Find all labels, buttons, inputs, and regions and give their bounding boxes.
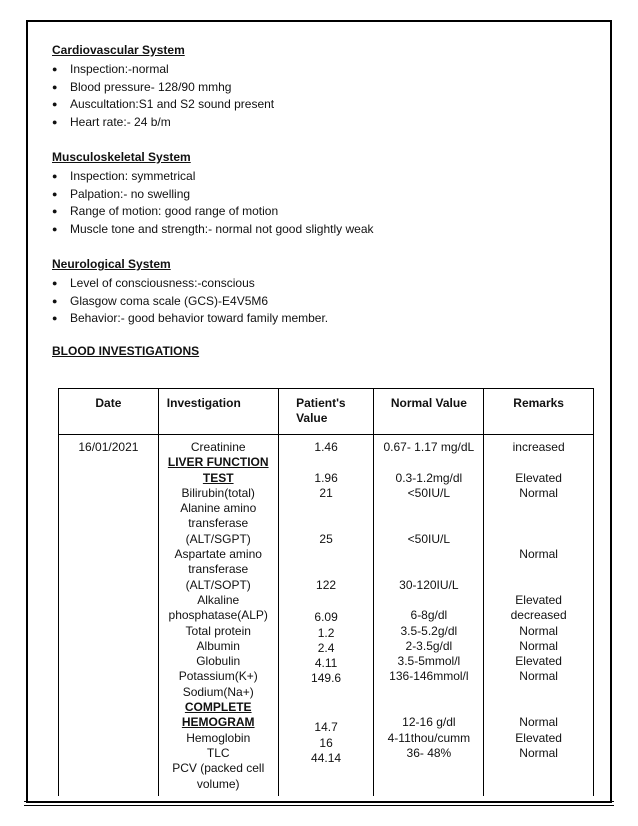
section-title: Musculoskeletal System xyxy=(52,150,191,164)
date-cell: 16/01/2021 xyxy=(59,435,159,797)
list-item: ● Palpation:- no swelling xyxy=(52,186,602,204)
list-item: ● Behavior:- good behavior toward family member. xyxy=(52,310,602,328)
header-normal-value: Normal Value xyxy=(374,389,484,435)
list-item: ● Muscle tone and strength:- normal not good slightly weak xyxy=(52,221,602,239)
list-item: ● Range of motion: good range of motion xyxy=(52,203,602,221)
section-musculoskeletal xyxy=(52,149,602,238)
table-row xyxy=(59,435,594,797)
patient-value-cell: 1.46 1.96 21 25 122 6.09 1.2 2.4 4.11 149.6 14.7 16 44.14 xyxy=(278,435,374,797)
investigation-cell: Creatinine LIVER FUNCTION TEST Bilirubin(total) Alanine amino transferase (ALT/SGPT) Aspartate amino transferase (ALT/SOPT) Alkaline phosphatase(ALP) Total protein Albumin Globulin Potassium(K+) Sodium(Na+) COMPLETE HEMOGRAM Hemoglobin TLC PCV (packed cell volume) xyxy=(158,435,278,797)
section-neurological xyxy=(52,256,602,328)
header-remarks: Remarks xyxy=(484,389,594,435)
header-date: Date xyxy=(59,389,159,435)
list-item: ● Blood pressure- 128/90 mmhg xyxy=(52,79,602,97)
list-item: ● Level of consciousness:-conscious xyxy=(52,275,602,293)
list-item: ● Auscultation:S1 and S2 sound present xyxy=(52,96,602,114)
list-item: ● Glasgow coma scale (GCS)-E4V5M6 xyxy=(52,293,602,311)
remarks-cell: increased Elevated Normal Normal Elevated decreased Normal Normal Elevated Normal Normal Elevated Normal xyxy=(484,435,594,797)
header-patient-value: Patient's Value xyxy=(278,389,374,435)
section-title: Cardiovascular System xyxy=(52,43,185,57)
list-item: ● Inspection:-normal xyxy=(52,61,602,79)
list-item: ● Inspection: symmetrical xyxy=(52,168,602,186)
header-investigation: Investigation xyxy=(158,389,278,435)
section-title: Neurological System xyxy=(52,257,171,271)
blood-investigation-table xyxy=(58,388,594,796)
normal-value-cell: 0.67- 1.17 mg/dL 0.3-1.2mg/dl <50IU/L <50IU/L 30-120IU/L 6-8g/dl 3.5-5.2g/dl 2-3.5g/dl 3.5-5mmol/l 136-146mmol/l 12-16 g/dl 4-11thou/cumm 36- 48% xyxy=(374,435,484,797)
blood-investigations-title: BLOOD INVESTIGATIONS xyxy=(52,344,200,358)
document-body xyxy=(52,42,602,328)
section-cardiovascular xyxy=(52,42,602,131)
list-item: ● Heart rate:- 24 b/m xyxy=(52,114,602,132)
